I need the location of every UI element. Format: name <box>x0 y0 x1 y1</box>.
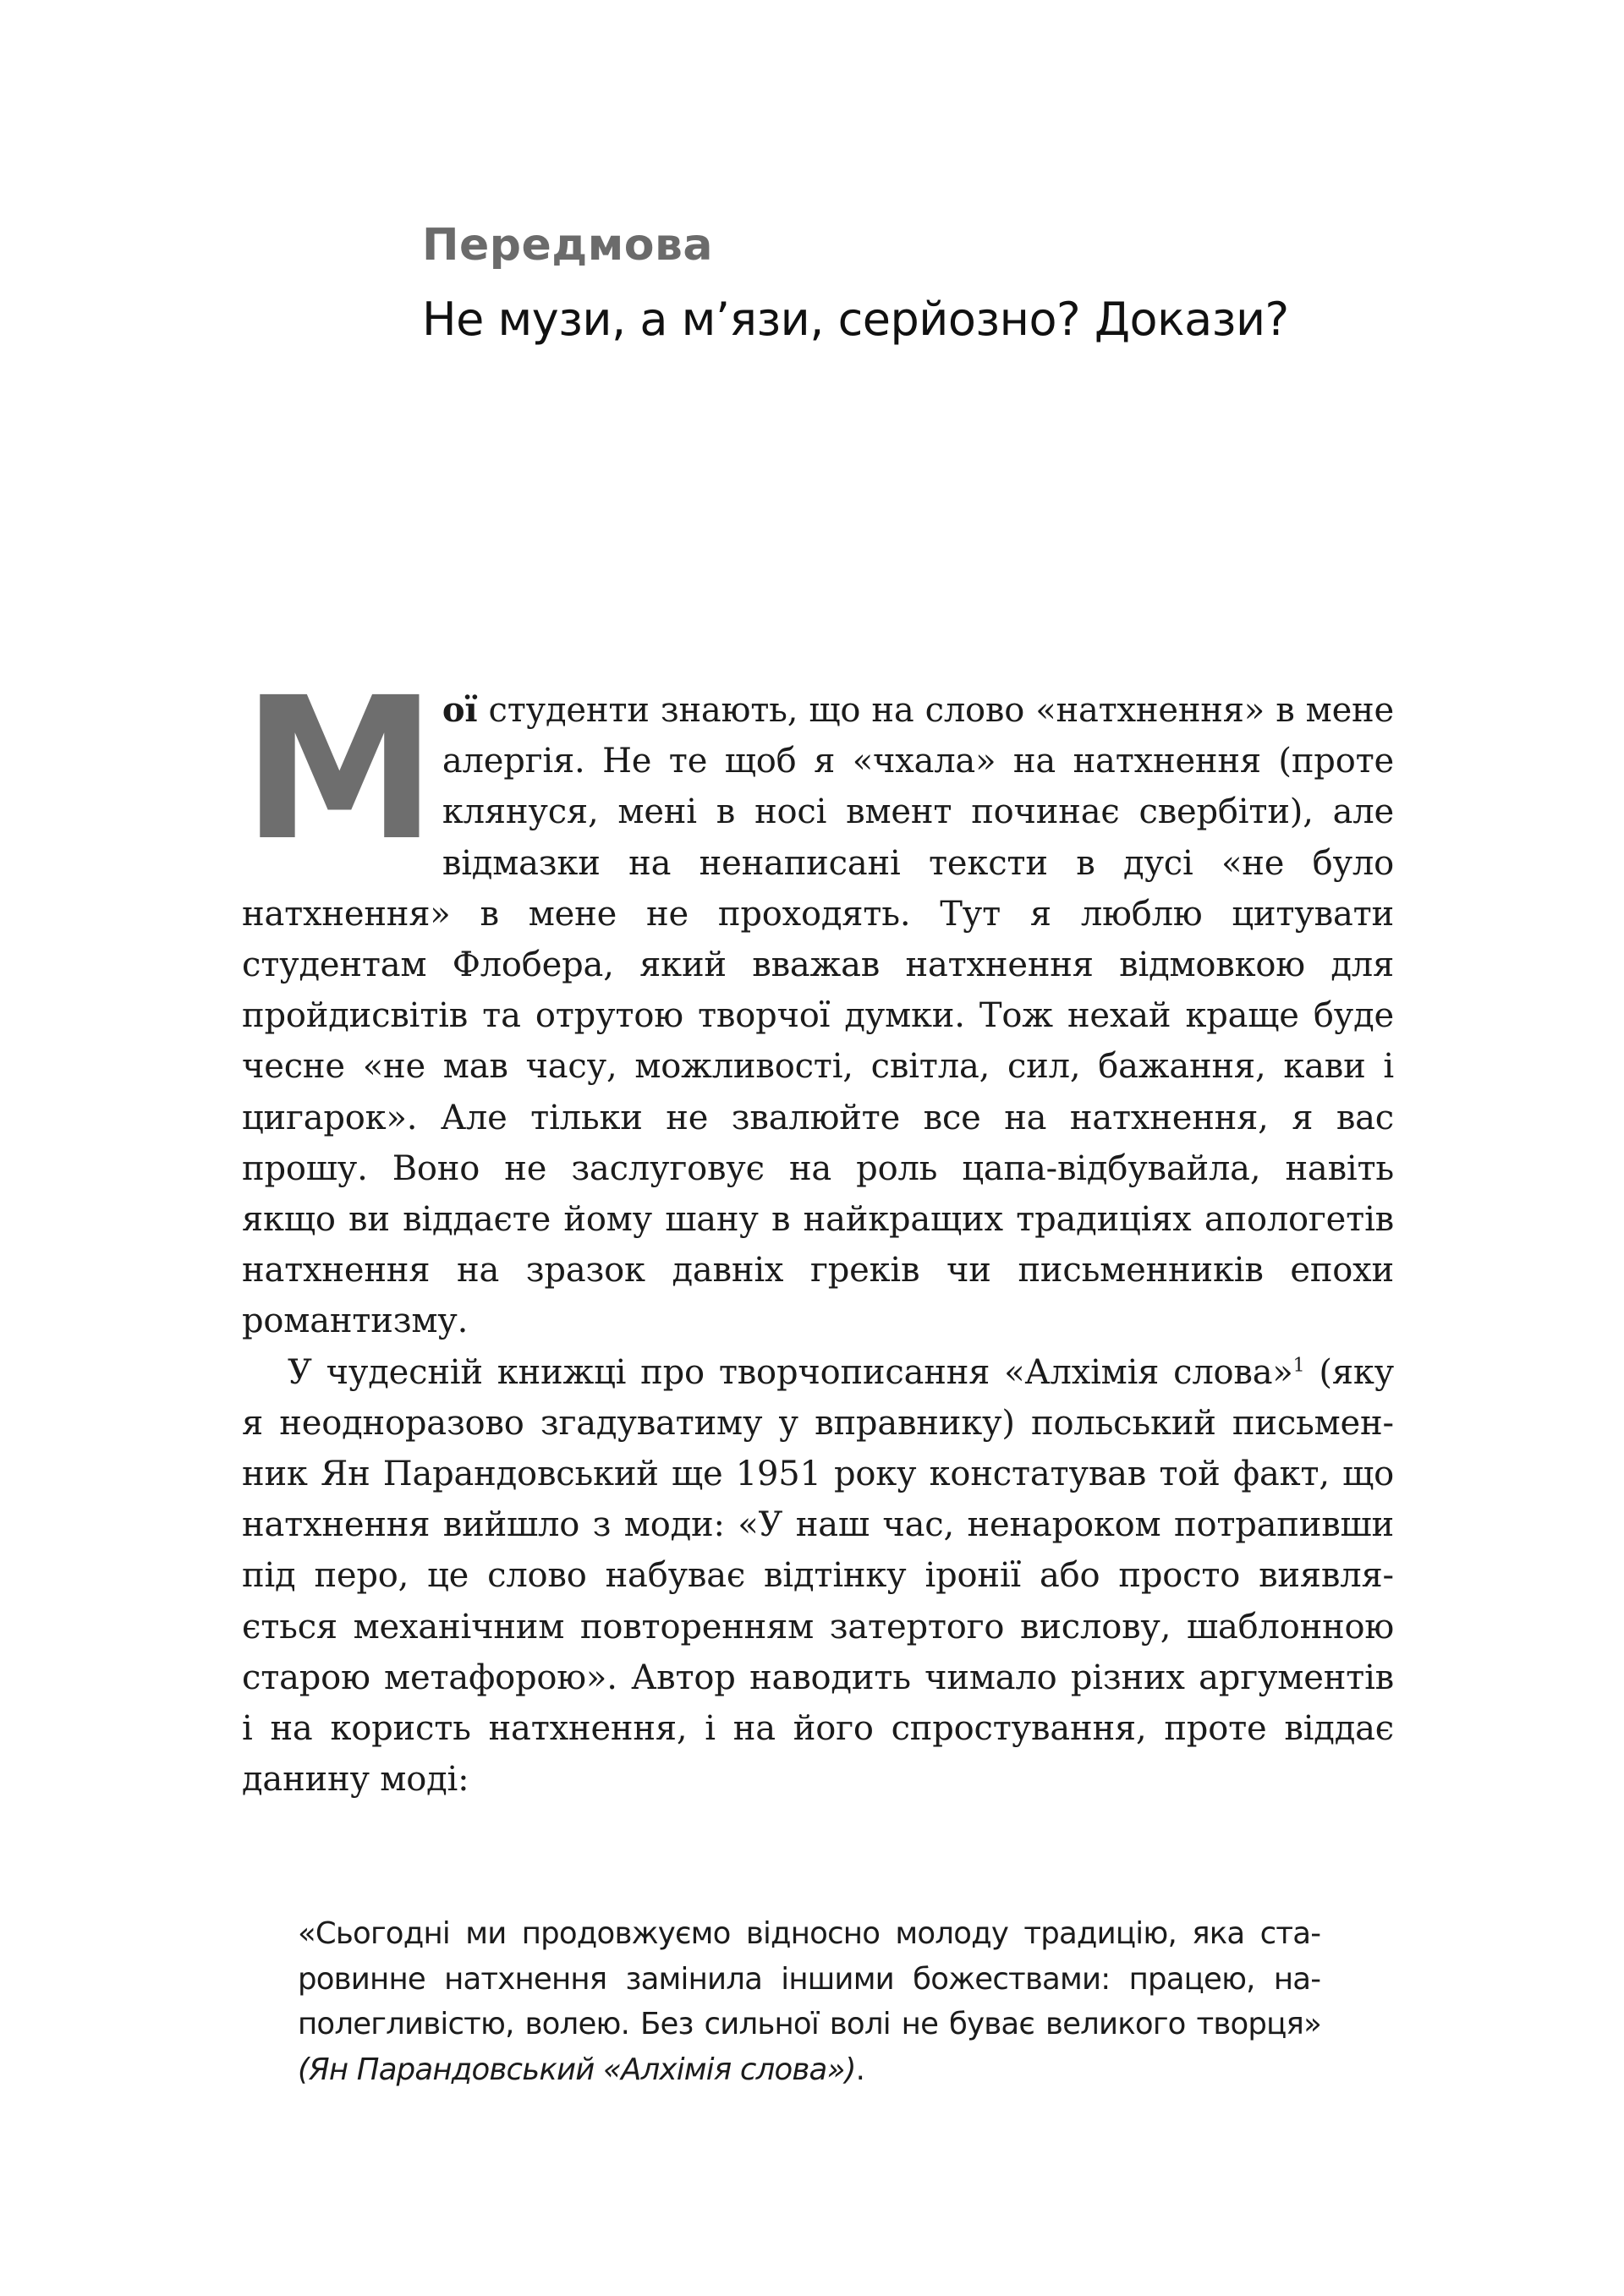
drop-cap: М <box>242 655 432 884</box>
quote-citation: (Ян Парандовський «Алхімія слова») <box>298 2052 856 2087</box>
paragraph-2-text-a: У чудесній книжці про творчописання «Алхімія слова» <box>288 1352 1293 1392</box>
paragraph-1 <box>242 655 1394 1347</box>
body-text <box>242 655 1394 1805</box>
paragraph-2-text-b: (яку я неодноразово згадуватиму у вправнику) польський письменник Ян Парандовський ще 1951 року констатував той факт, що натхнення вийшло з моди: «У наш час, ненароком потрапивши під перо, це слово набуває відтінку іронії або просто виявляється механічним повторенням затертого вислову, шаблонною старою метафорою». Автор наводить чимало різних аргументів і на користь натхнення, і на його спростування, проте віддає данину моді: <box>242 1352 1394 1800</box>
drop-cap-rest: ої <box>442 690 478 730</box>
paragraph-1-text: студенти знають, що на слово «натхнення» в мене алергія. Не те щоб я «чхала» на натхнення (проте клянуся, мені в носі вмент починає свербіти), але відмазки на ненаписані тексти в дусі «не було натхнення» в мене не проходять. Тут я люблю цитувати студентам Флобера, який вважав натхнення відмовкою для пройдисвітів та отрутою творчої думки. Тож нехай краще буде чесне «не мав часу, можливості, світла, сил, бажання, кави і цигарок». Але тільки не звалюйте все на натхнення, я вас прошу. Воно не заслуговує на роль цапа-відбувайла, навіть якщо ви віддаєте йому шану в найкращих традиціях апологетів натхнення на зразок давніх греків чи письменників епохи романтизму. <box>242 691 1394 1341</box>
chapter-label: Передмова <box>422 220 713 271</box>
quote-text: «Сьогодні ми продовжуємо відносно молоду традицію, яка старовинне натхнення замінила іншими божествами: працею, наполегливістю, волею. Без сильної волі не буває великого творця» <box>298 1916 1321 2041</box>
quote-end: . <box>855 2052 865 2087</box>
paragraph-2 <box>242 1347 1394 1806</box>
footnote-ref: 1 <box>1292 1355 1305 1377</box>
chapter-title: Не музи, а м’язи, серйозно? Докази? <box>422 293 1289 346</box>
chapter-header <box>422 211 1395 355</box>
block-quote <box>298 1911 1321 2092</box>
